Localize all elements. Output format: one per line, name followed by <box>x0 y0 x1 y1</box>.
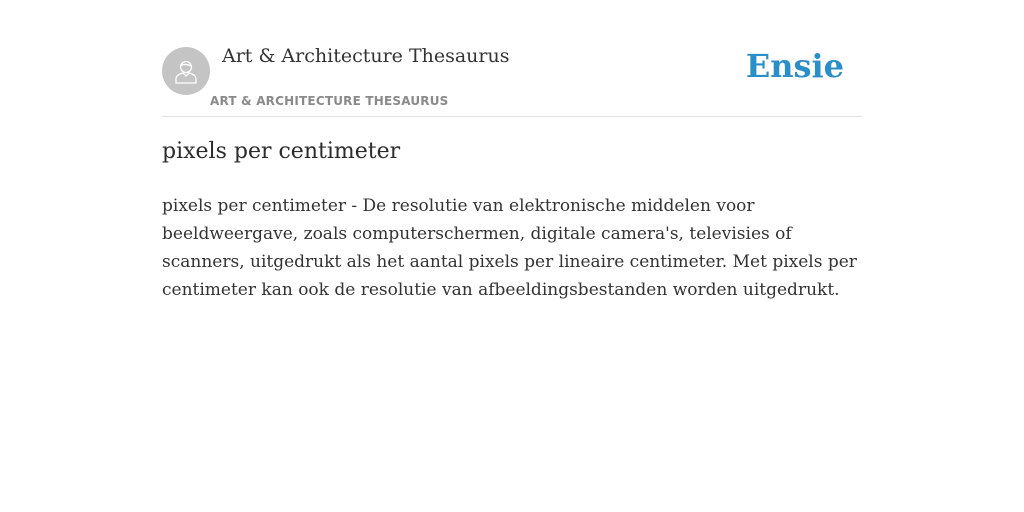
page-container <box>162 0 862 300</box>
avatar[interactable] <box>162 47 210 95</box>
user-icon <box>172 57 200 85</box>
author-name[interactable]: Art & Architecture Thesaurus <box>222 45 510 67</box>
ensie-logo[interactable]: Ensie <box>745 47 844 85</box>
article-title: pixels per centimeter <box>162 139 401 164</box>
article-body: pixels per centimeter - De resolutie van elektronische middelen voor beeldweergave, zoals computerschermen, digitale camera's, televisies of scanners, uitgedrukt als het aantal pixels per lineaire centimeter. Met pixels per centimeter kan ook de resolutie van afbeeldingsbestanden worden uitgedrukt. <box>162 196 857 300</box>
header <box>162 0 862 117</box>
source-label[interactable]: ART & ARCHITECTURE THESAURUS <box>210 94 449 108</box>
